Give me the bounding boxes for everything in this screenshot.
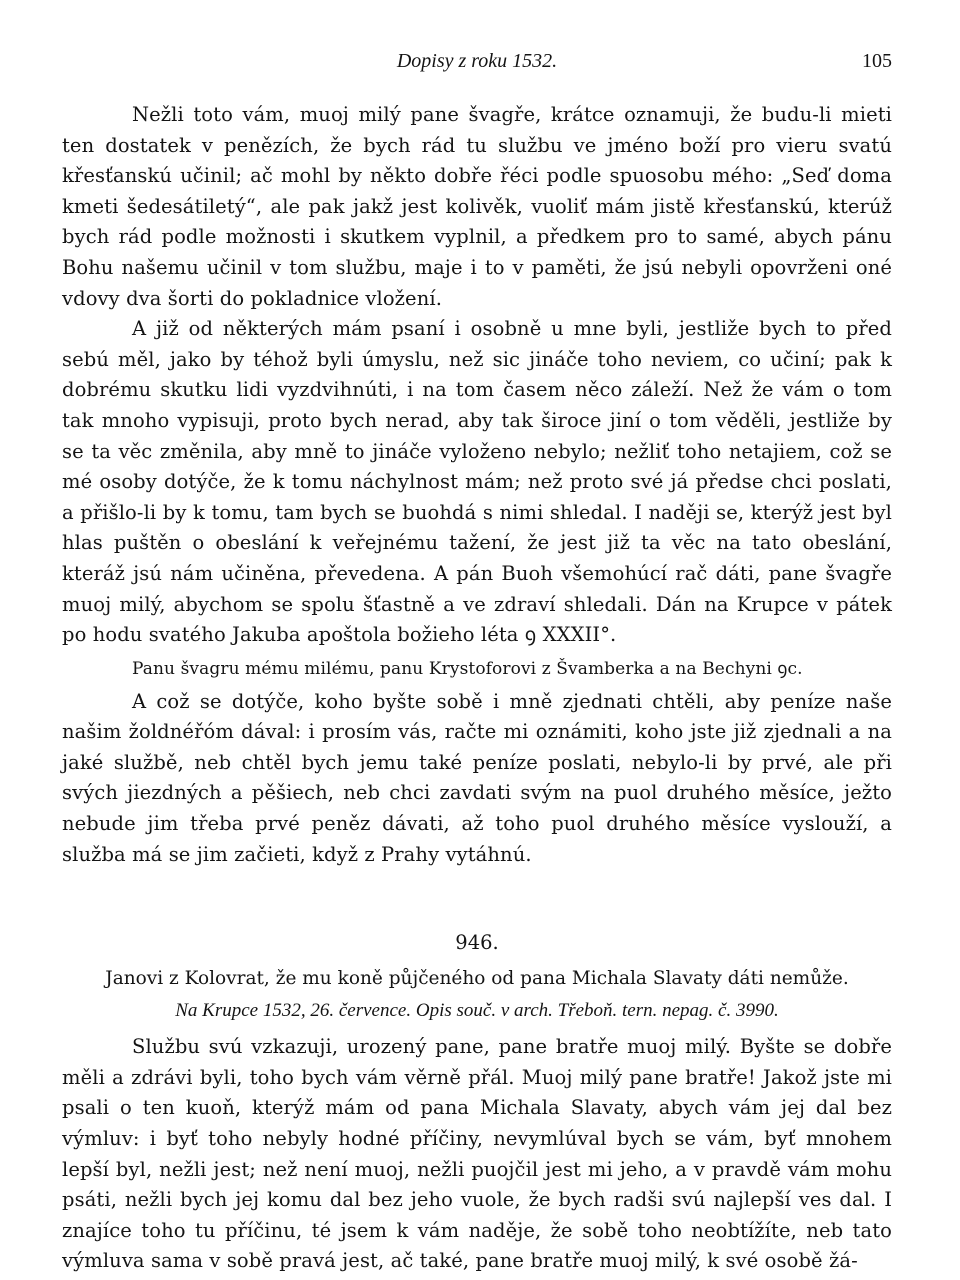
letter-paragraph: Službu svú vzkazuji, urozený pane, pane bratře muoj milý. Byšte se dobře měli a zdrávi byli, toho bych vám věrně přál. Muoj milý pane bratře! Jakož jste mi psali o ten kuoň, kterýž mám od pana Michala Slavaty, abych vám jej dal bez výmluv: i byť toho nebyly hodné příčiny, nevymlúval bych se vám, byť mnohem lepší byl, nežli jest; než není muoj, nežli puojčil jest mi jeho, a v pravdě vám mohu psáti, nežli bych jej komu dal bez jeho vuole, že bych radši svú najlepší ves dal. I znajíce toho tu příčinu, té jsem k vám naděje, že sobě toho neobtížíte, neb tato výmluva sama v sobě pravá jest, ač také, pane bratře muoj milý, k své osobě žá- xyxy=(62,1035,892,1273)
letter-paragraph: A již od některých mám psaní i osobně u mne byli, jestliže bych to před sebú měl, jako by téhož byli úmyslu, než sic jináče toho neviem, co učiní; pak k dobrému skutku lidi vyzdvihnúti, i na tom časem něco záleží. Než že vám o tom tak mnoho vypisuji, proto bych nerad, aby tak široce jiní o tom věděli, jestliže by se ta věc změnila, aby mně to jináče vyloženo nebylo; nežliť toho netajiem, což se mé osoby dotýče, že k tomu náchylnost mám; než proto své já předse chci poslati, a přišlo-li by k tomu, tam bych se buohdá s nimi shledal. I naději se, kterýž jest byl hlas puštěn o obeslání k veřejnému tažení, že jest již ta věc na tato obeslání, kteráž jsú nám učiněna, převedena. A pán Buoh všemohúcí rač dáti, pane švagře muoj milý, abychom se spolu šťastně a ve zdraví shledali. Dán na Krupce v pátek po hodu svatého Jakuba apoštola božieho léta ꝯ XXXII°. xyxy=(62,317,892,647)
letter-address: Panu švagru mému milému, panu Krystoforovi z Švamberka a na Bechyni ꝯc. xyxy=(132,658,803,679)
page-number: 105 xyxy=(862,50,892,72)
page xyxy=(62,50,892,1277)
letter-946 xyxy=(62,928,892,1277)
document-number: 946. xyxy=(455,931,499,955)
letter-postscript: A což se dotýče, koho byšte sobě i mně zjednati chtěli, aby peníze naše našim žoldnéřóm dával: i prosím vás, račte mi oznámiti, koho jste již zjednali a na jaké službě, neb chtěl bych jemu také peníze poslati, nebylo-li by prvé, ale při svých jiezdných a pěšiech, neb chci zavdati svým na puol druhého měsíce, ježto nebude jim třeba prvé peněz dávati, až toho puol druhého měsíce vyslouží, a služba má se jim začieti, když z Prahy vytáhnú. xyxy=(62,689,892,866)
letter-paragraph: Nežli toto vám, muoj milý pane švagře, krátce oznamuji, že budu-li mieti ten dostatek v penězích, že bych rád tu službu ve jméno boží pro vieru svatú křesťanskú učinil; ač mohl by někto dobře řéci podle spuosobu mého: „Seď doma kmeti šedesátiletý“, ale pak jakž jest kolivěk, vuoliť mám jistě křesťanskú, kterúž bych rád podle možnosti i skutkem vyplnil, a předkem pro to samé, abych pánu Bohu našemu učinil v tom službu, maje i to v paměti, že jsú nebyli opovrženi oné vdovy dva šorti do pokladnice vložení. xyxy=(62,103,892,310)
letter-945 xyxy=(62,100,892,870)
running-header xyxy=(62,50,892,80)
document-heading: Janovi z Kolovrat, že mu koně půjčeného od pana Michala Slavaty dáti nemůže. xyxy=(105,968,849,990)
running-title: Dopisy z roku 1532. xyxy=(396,50,558,72)
document-source-note: Na Krupce 1532, 26. července. Opis souč. v arch. Třeboň. tern. nepag. č. 3990. xyxy=(175,1000,779,1022)
